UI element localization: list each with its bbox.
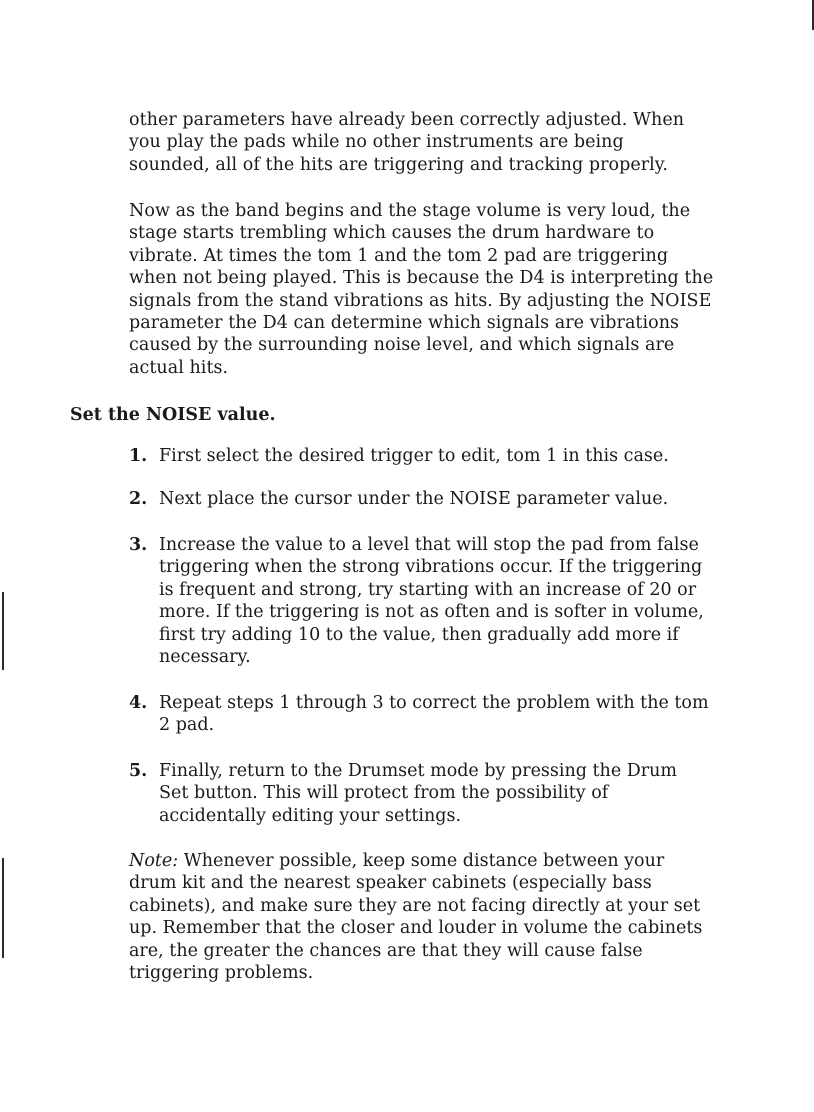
- step-number: 4.: [129, 693, 148, 713]
- step-text: Next place the cursor under the NOISE parameter value.: [159, 489, 669, 509]
- step-text: Repeat steps 1 through 3 to correct the problem with the tom 2 pad.: [159, 693, 709, 736]
- step-text: First select the desired trigger to edit, tom 1 in this case.: [159, 446, 669, 466]
- step-number: 2.: [129, 489, 148, 509]
- note-paragraph: [129, 850, 749, 984]
- intro-paragraph: other parameters have already been correctly adjusted. When you play the pads while no other instruments are being sounded, all of the hits are triggering and tracking properly.: [129, 110, 685, 175]
- step-text: Increase the value to a level that will stop the pad from false triggering when the strong vibrations occur. If the triggering is frequent and strong, try starting with an increase of 20 or more. If the triggering is not as often and is softer in volume, first try adding 10 to the value, then gradually add more if necessary.: [159, 535, 704, 668]
- scan-edge-mark: [2, 858, 4, 958]
- note-label: Note:: [129, 851, 179, 871]
- stage-vibration-paragraph: Now as the band begins and the stage volume is very loud, the stage starts trembling which causes the drum hardware to vibrate. At times the tom 1 and the tom 2 pad are triggering when not being played. This is because the D4 is interpreting the signals from the stand vibrations as hits. By adjusting the NOISE parameter the D4 can determine which signals are vibrations caused by the surrounding noise level, and which signals are actual hits.: [129, 201, 714, 378]
- step-number: 5.: [129, 761, 148, 781]
- note-text: Whenever possible, keep some distance between your drum kit and the nearest speaker cabinets (especially bass cabinets), and make sure they are not facing directly at your set up. Remember that the closer and louder in volume the cabinets are, the greater the chances are that they will cause false triggering problems.: [129, 851, 703, 984]
- section-heading: Set the NOISE value.: [70, 405, 276, 425]
- step-number: 1.: [129, 446, 148, 466]
- scan-edge-mark: [2, 592, 4, 670]
- step-number: 3.: [129, 535, 148, 555]
- scan-edge-mark: [812, 0, 814, 30]
- step-text: Finally, return to the Drumset mode by pressing the Drum Set button. This will protect from the possibility of accidentally editing your settings.: [159, 761, 678, 826]
